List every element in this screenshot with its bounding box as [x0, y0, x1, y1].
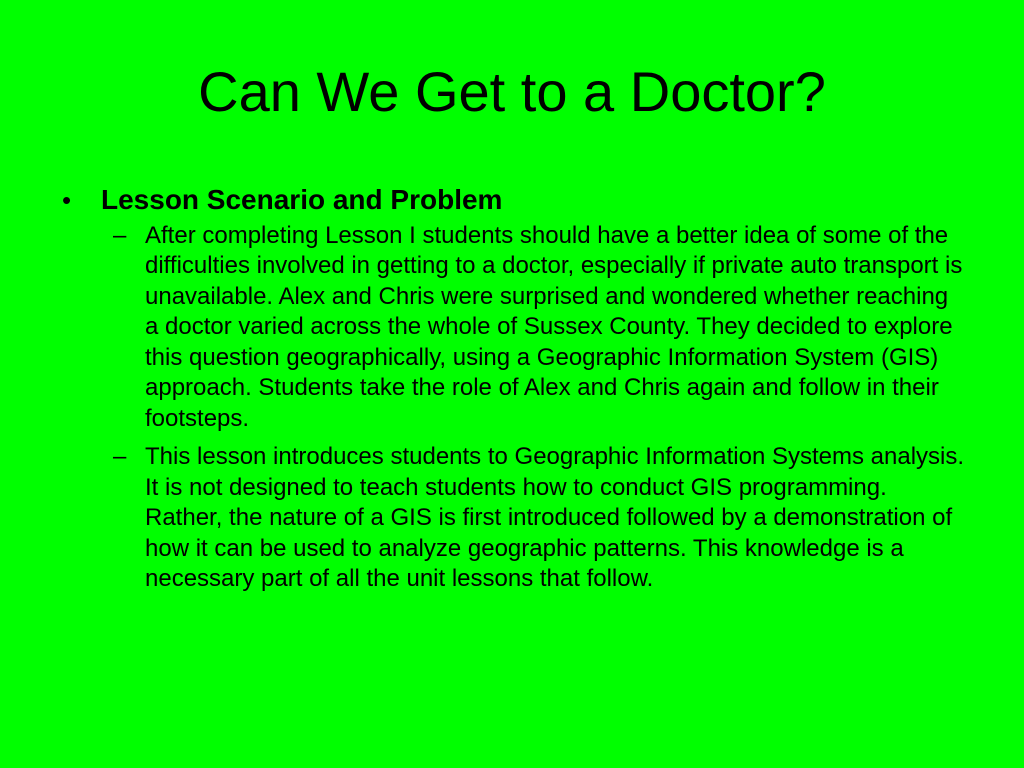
dash-marker: – [113, 221, 127, 249]
sub-bullet-item [113, 442, 978, 595]
slide-body [58, 183, 978, 603]
sub-bullet-list [58, 221, 978, 595]
sub-bullet-text: After completing Lesson I students should have a better idea of some of the difficulties involved in getting to a doctor, especially if private auto transport is unavailable. Alex and Chris were surprised and wondered whether reaching a doctor varied across the whole of Sussex County. They decided to explore this question geographically, using a Geographic Information System (GIS) approach. Students take the role of Alex and Chris again and follow in their footsteps. [145, 221, 963, 432]
bullet-heading: Lesson Scenario and Problem [101, 184, 503, 215]
sub-bullet-text: This lesson introduces students to Geographic Information Systems analysis. It is not designed to teach students how to conduct GIS programming. Rather, the nature of a GIS is first introduced followed by a demonstration of how it can be used to analyze geographic patterns. This knowledge is a necessary part of all the unit lessons that follow. [145, 443, 965, 593]
bullet-item [58, 183, 978, 217]
sub-bullet-item [113, 221, 978, 435]
bullet-marker: • [62, 185, 72, 215]
slide-title: Can We Get to a Doctor? [198, 60, 826, 123]
dash-marker: – [113, 443, 127, 471]
